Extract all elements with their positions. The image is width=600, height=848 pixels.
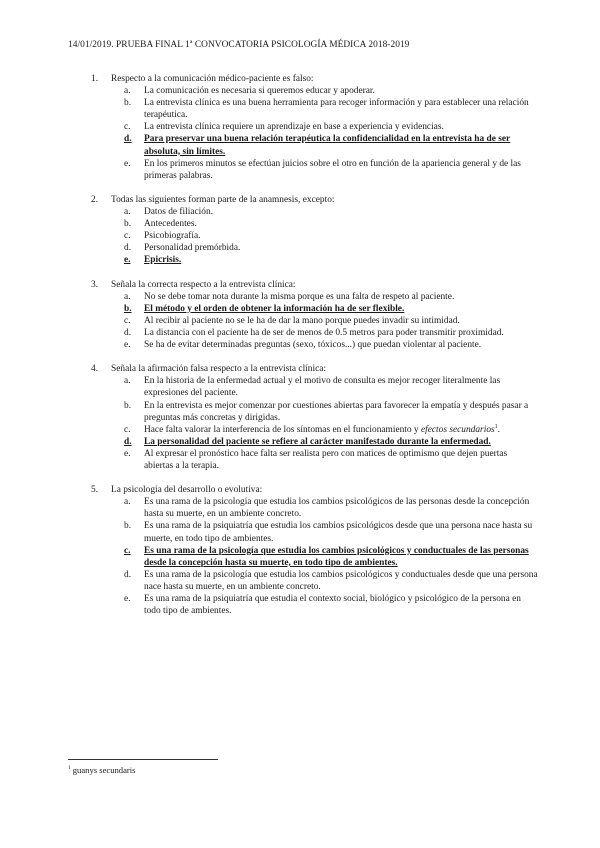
option-text-tail: . xyxy=(497,424,500,435)
correct-option xyxy=(124,303,538,315)
option-text-main: En los primeros minutos se efectúan juicios sobre el otro en función de la apariencia general y de las primeras palabras. xyxy=(144,158,521,181)
option-text xyxy=(144,97,538,121)
option-text-main: La personalidad del paciente se refiere al carácter manifestado durante la enfermedad. xyxy=(144,436,491,447)
option-letter: b. xyxy=(124,521,132,532)
option-text xyxy=(144,327,538,339)
option-text-main: Es una rama de la psiquiatría que estudia los cambios psicológicos desde que una persona nace hasta su muerte, en todo tipo de ambientes. xyxy=(144,521,533,544)
option-letter: b. xyxy=(124,400,132,411)
option-letter: e. xyxy=(124,158,131,169)
option-text-main: La comunicación es necesaria si queremos educar y apoderar. xyxy=(144,86,375,97)
question-2 xyxy=(68,194,538,267)
question-number: 5. xyxy=(91,485,99,496)
option-text-main: Personalidad premórbida. xyxy=(144,243,241,254)
footnote-reference: 1 xyxy=(494,423,498,430)
question-stem xyxy=(68,73,538,85)
question-stem xyxy=(68,279,538,291)
option-text xyxy=(144,496,538,520)
option-letter: d. xyxy=(124,243,132,254)
option-text xyxy=(144,303,538,315)
option-text-main: Antecedentes. xyxy=(144,219,197,230)
option-text xyxy=(144,254,538,266)
answer-option xyxy=(124,375,538,399)
answer-option xyxy=(124,121,538,133)
option-text xyxy=(144,424,538,436)
option-text xyxy=(144,520,538,544)
footnote-marker: 1 xyxy=(68,765,71,772)
correct-option xyxy=(124,133,538,157)
option-text xyxy=(144,291,538,303)
answer-option xyxy=(124,230,538,242)
answer-option xyxy=(124,400,538,424)
option-letter: a. xyxy=(124,86,131,97)
option-text xyxy=(144,593,538,617)
option-letter: d. xyxy=(124,134,132,145)
option-letter: a. xyxy=(124,207,131,218)
option-text-main: Al expresar el pronóstico hace falta ser realista pero con matices de optimismo que dejen puertas abiertas a la terapia. xyxy=(144,448,508,471)
question-text: Señala la correcta respecto a la entrevista clínica: xyxy=(111,279,296,290)
option-text-main: En la entrevista es mejor comenzar por cuestiones abiertas para favorecer la empatía y después pasar a preguntas más concretas y dirigidas. xyxy=(144,400,529,423)
option-letter: c. xyxy=(124,315,131,326)
option-letter: e. xyxy=(124,255,131,266)
option-text-main: La entrevista clínica requiere un aprendizaje en base a experiencia y evidencias. xyxy=(144,122,444,133)
footnote xyxy=(68,765,136,776)
answer-option xyxy=(124,569,538,593)
option-text-main: Epicrisis. xyxy=(144,255,182,266)
option-text-main: Datos de filiación. xyxy=(144,207,213,218)
option-letter: a. xyxy=(124,376,131,387)
correct-option xyxy=(124,436,538,448)
option-text-main: El método y el orden de obtener la información ha de ser flexible. xyxy=(144,303,405,314)
question-number: 3. xyxy=(91,279,99,290)
answer-option xyxy=(124,448,538,472)
answer-option xyxy=(124,315,538,327)
answer-option xyxy=(124,291,538,303)
option-text-main: La entrevista clínica es una buena herramienta para recoger información y para establecer una relación terapéutica. xyxy=(144,98,529,121)
option-letter: e. xyxy=(124,594,131,605)
answer-option xyxy=(124,97,538,121)
option-text-main: Es una rama de la psiquiatría que estudia el contexto social, biológico y psicológico de la persona en todo tipo de ambientes. xyxy=(144,594,521,617)
option-text-main: Al recibir al paciente no se le ha de dar la mano porque puedes invadir su intimidad. xyxy=(144,315,460,326)
option-text xyxy=(144,448,538,472)
correct-option xyxy=(124,254,538,266)
question-stem xyxy=(68,484,538,496)
option-letter: d. xyxy=(124,436,132,447)
option-letter: a. xyxy=(124,291,131,302)
option-list xyxy=(68,496,538,617)
footnote-text: guanys secundaris xyxy=(72,765,136,775)
question-number: 1. xyxy=(91,74,99,84)
option-letter: b. xyxy=(124,98,132,109)
option-text xyxy=(144,315,538,327)
option-text xyxy=(144,158,538,182)
option-list xyxy=(68,206,538,266)
option-letter: c. xyxy=(124,231,131,242)
question-text: Todas las siguientes forman parte de la anamnesis, excepto: xyxy=(111,194,335,205)
answer-option xyxy=(124,158,538,182)
option-text xyxy=(144,121,538,133)
question-text: Respecto a la comunicación médico-paciente es falso: xyxy=(111,74,314,84)
question-number: 4. xyxy=(91,364,99,375)
option-text-main: Es una rama de la psicología que estudia los cambios psicológicos de las personas desde la concepción hasta su muerte, en un ambiente concreto. xyxy=(144,497,530,520)
option-text-main: No se debe tomar nota durante la misma porque es una falta de respeto al paciente. xyxy=(144,291,455,302)
option-text xyxy=(144,436,538,448)
page-header: 14/01/2019. PRUEBA FINAL 1ª CONVOCATORIA PSICOLOGÍA MÉDICA 2018-2019 xyxy=(68,40,410,50)
option-list xyxy=(68,85,538,182)
option-text-main: Hace falta valorar la interferencia de los síntomas en el funcionamiento y xyxy=(144,424,421,435)
answer-option xyxy=(124,242,538,254)
question-text: La psicología del desarrollo o evolutiva: xyxy=(111,485,263,496)
option-text xyxy=(144,242,538,254)
question-stem xyxy=(68,194,538,206)
answer-option xyxy=(124,520,538,544)
option-text xyxy=(144,400,538,424)
answer-option xyxy=(124,339,538,351)
option-text-main: Se ha de evitar determinadas preguntas (sexo, tóxicos...) que puedan violentar al paciente. xyxy=(144,340,482,351)
option-text-italic: efectos secundarios xyxy=(420,424,495,435)
option-text xyxy=(144,218,538,230)
option-text-main: Es una rama de la psicología que estudia los cambios psicológicos y conductuales de las personas desde la concepción hasta su muerte, en todo tipo de ambientes. xyxy=(144,545,529,568)
option-letter: e. xyxy=(124,340,131,351)
answer-option xyxy=(124,593,538,617)
question-text: Señala la afirmación falsa respecto a la entrevista clínica: xyxy=(111,364,326,375)
option-letter: b. xyxy=(124,303,132,314)
option-letter: a. xyxy=(124,497,131,508)
option-letter: b. xyxy=(124,219,132,230)
option-letter: c. xyxy=(124,545,131,556)
option-list xyxy=(68,375,538,472)
option-text xyxy=(144,569,538,593)
answer-option xyxy=(124,85,538,97)
option-text xyxy=(144,206,538,218)
option-letter: d. xyxy=(124,327,132,338)
question-number: 2. xyxy=(91,194,99,205)
option-letter: c. xyxy=(124,122,131,133)
option-text xyxy=(144,375,538,399)
footnote-divider xyxy=(68,759,218,760)
option-text-main: Psicobiografía. xyxy=(144,231,201,242)
option-text xyxy=(144,85,538,97)
option-text xyxy=(144,133,538,157)
answer-option xyxy=(124,424,538,436)
question-5 xyxy=(68,484,538,617)
option-letter: e. xyxy=(124,448,131,459)
correct-option xyxy=(124,545,538,569)
option-text xyxy=(144,545,538,569)
option-text xyxy=(144,230,538,242)
option-text-main: Es una rama de la psicología que estudia los cambios psicológicos y conductuales desde que una persona nace hasta su muerte, en un ambiente concreto. xyxy=(144,569,538,592)
option-text-main: En la historia de la enfermedad actual y el motivo de consulta es mejor recoger literalmente las expresiones del paciente. xyxy=(144,376,501,399)
question-stem xyxy=(68,363,538,375)
answer-option xyxy=(124,206,538,218)
option-text-main: Para preservar una buena relación terapéutica la confidencialidad en la entrevista ha de ser absoluta, sin límites. xyxy=(144,134,511,157)
option-text-main: La distancia con el paciente ha de ser de menos de 0.5 metros para poder transmitir proximidad. xyxy=(144,327,504,338)
question-3 xyxy=(68,279,538,352)
option-list xyxy=(68,291,538,351)
question-4 xyxy=(68,363,538,472)
answer-option xyxy=(124,218,538,230)
question-list xyxy=(68,73,538,629)
option-letter: d. xyxy=(124,569,132,580)
question-1 xyxy=(68,73,538,182)
option-letter: c. xyxy=(124,424,131,435)
answer-option xyxy=(124,327,538,339)
option-text xyxy=(144,339,538,351)
answer-option xyxy=(124,496,538,520)
